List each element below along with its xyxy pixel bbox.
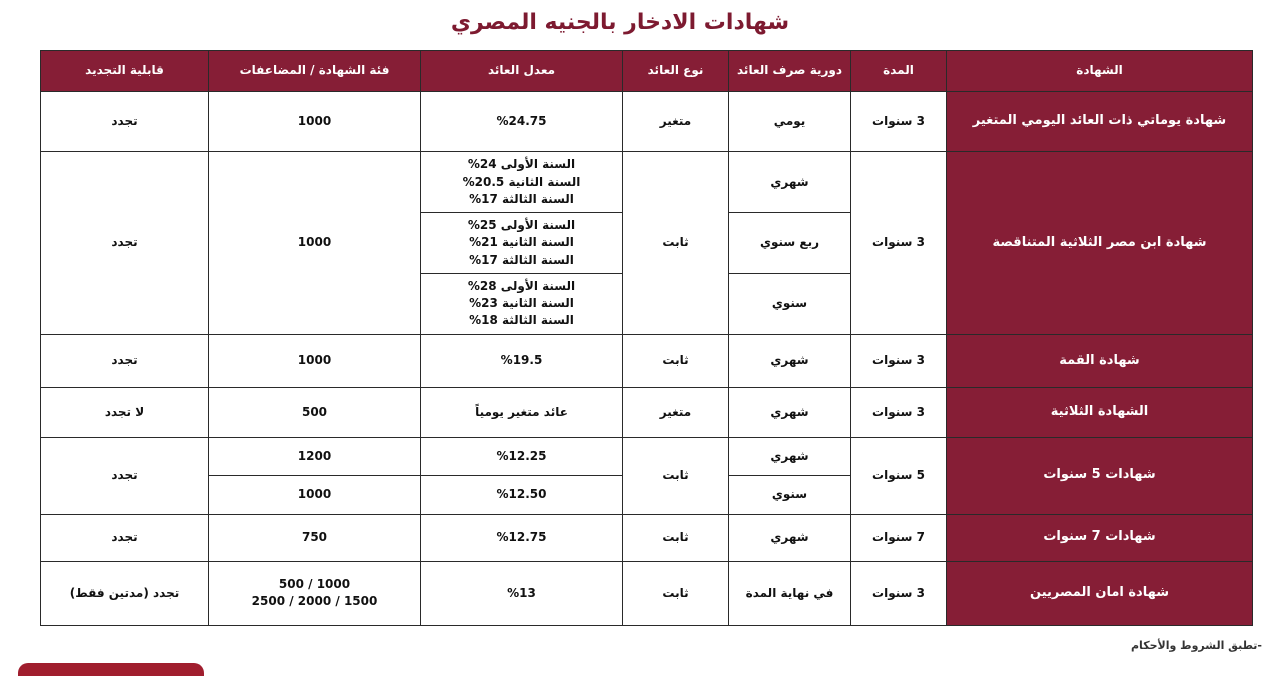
duration-cell: 3 سنوات (851, 334, 947, 387)
frequency-cell: في نهاية المدة (729, 561, 851, 625)
table-row (41, 92, 1253, 152)
return-type-cell: ثابت (623, 438, 729, 514)
rate-cell: %12.25 (421, 438, 623, 476)
denomination-cell (209, 561, 421, 625)
rate-year-2: السنة الثانية 21% (469, 235, 574, 250)
rate-cell: %12.75 (421, 514, 623, 561)
certificate-name: الشهادة الثلاثية (947, 388, 1253, 438)
return-type-cell: ثابت (623, 514, 729, 561)
return-type-cell: متغير (623, 92, 729, 152)
terms-footnote: -تطبق الشروط والأحكام (1131, 639, 1262, 652)
frequency-cell: شهري (729, 514, 851, 561)
return-type-cell: ثابت (623, 152, 729, 335)
header-return-type: نوع العائد (623, 51, 729, 92)
return-type-cell: ثابت (623, 561, 729, 625)
rate-year-2: السنة الثانية 23% (469, 296, 574, 311)
rate-cell: %24.75 (421, 92, 623, 152)
decorative-bar (18, 663, 204, 676)
rate-year-3: السنة الثالثة 18% (469, 313, 574, 328)
denomination-cell: 1000 (209, 334, 421, 387)
certificate-name: شهادات 5 سنوات (947, 438, 1253, 514)
rate-year-1: السنة الأولى 25% (467, 217, 576, 232)
duration-cell: 5 سنوات (851, 438, 947, 514)
frequency-cell: يومي (729, 92, 851, 152)
renewal-cell: تجدد (41, 514, 209, 561)
frequency-cell: ربع سنوي (729, 213, 851, 273)
renewal-cell: تجدد (41, 334, 209, 387)
renewal-cell: تجدد (41, 438, 209, 514)
denomination-cell: 500 (209, 388, 421, 438)
header-row (41, 51, 1253, 92)
duration-cell: 7 سنوات (851, 514, 947, 561)
return-type-cell: متغير (623, 388, 729, 438)
table-row (41, 514, 1253, 561)
frequency-cell: شهري (729, 152, 851, 213)
renewal-cell: تجدد (مدتين فقط) (41, 561, 209, 625)
frequency-cell: شهري (729, 438, 851, 476)
renewal-cell: لا تجدد (41, 388, 209, 438)
return-type-cell: ثابت (623, 334, 729, 387)
table-row (41, 152, 1253, 213)
header-frequency: دورية صرف العائد (729, 51, 851, 92)
certificate-name: شهادات 7 سنوات (947, 514, 1253, 561)
denomination-line-2: 1500 / 2000 / 2500 (251, 594, 378, 609)
renewal-cell: تجدد (41, 92, 209, 152)
rate-year-1: السنة الأولى 28% (467, 278, 576, 293)
savings-certificates-table (40, 50, 1253, 626)
rate-cell (421, 152, 623, 213)
header-denomination: فئة الشهادة / المضاعفات (209, 51, 421, 92)
certificate-name: شهادة القمة (947, 334, 1253, 387)
duration-cell: 3 سنوات (851, 92, 947, 152)
frequency-cell: شهري (729, 388, 851, 438)
rate-year-3: السنة الثالثة 17% (469, 192, 574, 207)
duration-cell: 3 سنوات (851, 152, 947, 335)
rate-cell (421, 273, 623, 334)
table-row (41, 334, 1253, 387)
header-duration: المدة (851, 51, 947, 92)
frequency-cell: سنوي (729, 273, 851, 334)
denomination-cell: 1000 (209, 152, 421, 335)
denomination-cell: 750 (209, 514, 421, 561)
frequency-cell: سنوي (729, 476, 851, 514)
certificate-name: شهادة امان المصريين (947, 561, 1253, 625)
rate-cell: عائد متغير يومياً (421, 388, 623, 438)
rate-cell (421, 213, 623, 273)
header-certificate: الشهادة (947, 51, 1253, 92)
rate-cell: %13 (421, 561, 623, 625)
rate-year-3: السنة الثالثة 17% (469, 252, 574, 267)
table-row (41, 438, 1253, 476)
page-title: شهادات الادخار بالجنيه المصري (450, 10, 790, 35)
denomination-line-1: 1000 / 500 (278, 576, 351, 591)
certificate-name: شهادة ابن مصر الثلاثية المتناقصة (947, 152, 1253, 335)
table-row (41, 561, 1253, 625)
rate-cell: %12.50 (421, 476, 623, 514)
table-row (41, 388, 1253, 438)
denomination-cell: 1200 (209, 438, 421, 476)
rate-year-2: السنة الثانية 20.5% (462, 174, 581, 189)
header-renewal: قابلية التجديد (41, 51, 209, 92)
denomination-cell: 1000 (209, 92, 421, 152)
rate-cell: %19.5 (421, 334, 623, 387)
certificate-name: شهادة يوماتي ذات العائد اليومي المتغير (947, 92, 1253, 152)
header-rate: معدل العائد (421, 51, 623, 92)
duration-cell: 3 سنوات (851, 561, 947, 625)
frequency-cell: شهري (729, 334, 851, 387)
renewal-cell: تجدد (41, 152, 209, 335)
denomination-cell: 1000 (209, 476, 421, 514)
rate-year-1: السنة الأولى 24% (467, 157, 576, 172)
duration-cell: 3 سنوات (851, 388, 947, 438)
